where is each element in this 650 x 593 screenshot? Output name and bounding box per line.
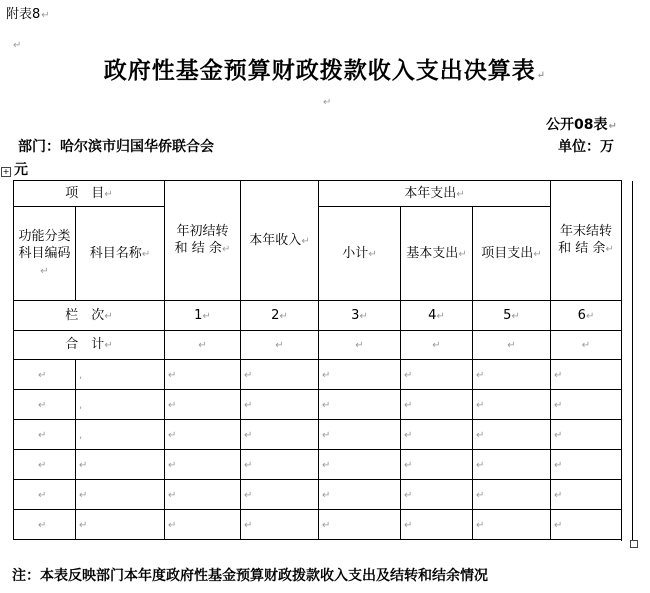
- cell-mark: ↵: [168, 489, 177, 501]
- header-subject-name: 科目名称↵: [76, 207, 165, 301]
- table-row: [14, 480, 622, 510]
- cell-mark: ↵: [476, 519, 485, 531]
- cell-mark: ↵: [554, 459, 563, 471]
- cell-mark: ↵: [221, 244, 231, 255]
- table-cell[interactable]: [241, 390, 319, 420]
- cell-mark: ↵: [202, 310, 211, 322]
- table-cell[interactable]: [551, 360, 622, 390]
- table-cell[interactable]: [76, 420, 165, 450]
- table-cell[interactable]: [165, 480, 241, 510]
- document-title: 政府性基金预算财政拨款收入支出决算表↵: [103, 57, 547, 84]
- appendix-label: 附表8↵: [6, 7, 50, 22]
- cell-mark: ↵: [168, 399, 177, 411]
- header-ending-balance: 年末结转和 结 余↵: [551, 181, 622, 301]
- table-cell[interactable]: [319, 420, 401, 450]
- cell-mark: ↵: [40, 265, 49, 277]
- cell-mark: ↵: [476, 489, 485, 501]
- cell-mark: ↵: [168, 369, 177, 381]
- cell-mark: ↵: [554, 489, 563, 501]
- cell-mark: ↵: [322, 489, 331, 501]
- cell-mark: ↵: [244, 399, 253, 411]
- cell-mark: ↵: [141, 248, 151, 260]
- total-label: 合 计↵: [14, 331, 165, 360]
- cell-mark: ↵: [554, 519, 563, 531]
- table-cell[interactable]: [319, 510, 401, 540]
- paragraph-mark: ↵: [536, 70, 547, 81]
- cell-mark: ↵: [104, 310, 113, 322]
- table-cell[interactable]: [401, 420, 473, 450]
- table-cell[interactable]: [473, 480, 551, 510]
- cell-mark: ↵: [322, 369, 331, 381]
- table-cell[interactable]: [165, 450, 241, 480]
- data-rows: [14, 360, 622, 540]
- column-number: 3↵: [319, 301, 401, 331]
- cell-mark: ↵: [104, 340, 113, 351]
- cell-mark: ↵: [38, 399, 47, 411]
- paragraph-mark: ↵: [608, 121, 617, 132]
- cell-mark: ↵: [404, 429, 413, 441]
- cell-mark: ↵: [554, 399, 563, 411]
- table-cell[interactable]: [241, 360, 319, 390]
- cell-mark: ↵: [79, 459, 88, 471]
- header-subtotal: 小计↵: [319, 207, 401, 301]
- table-cell[interactable]: [241, 510, 319, 540]
- table-cell[interactable]: [473, 390, 551, 420]
- paragraph-mark: ↵: [323, 97, 332, 108]
- table-cell[interactable]: [14, 450, 76, 480]
- column-number: 6↵: [551, 301, 622, 331]
- cell-mark: ↵: [244, 429, 253, 441]
- cell-mark: ↵: [404, 489, 413, 501]
- table-cell[interactable]: [241, 480, 319, 510]
- cell-mark: ↵: [168, 519, 177, 531]
- cell-mark: ,: [79, 429, 83, 441]
- table-cell[interactable]: [401, 450, 473, 480]
- cell-mark: ↵: [79, 519, 88, 531]
- cell-mark: ↵: [432, 340, 441, 351]
- table-cell[interactable]: [165, 510, 241, 540]
- cell-mark: ↵: [322, 429, 331, 441]
- column-number: 4↵: [401, 301, 473, 331]
- column-number-label: 栏 次↵: [14, 301, 165, 331]
- column-number: 2↵: [241, 301, 319, 331]
- cell-mark: ↵: [244, 519, 253, 531]
- total-cell[interactable]: [401, 331, 473, 360]
- cell-mark: ↵: [581, 340, 591, 351]
- table-cell[interactable]: [401, 390, 473, 420]
- cell-mark: ↵: [359, 310, 368, 322]
- cell-mark: ↵: [404, 369, 413, 381]
- paragraph-mark: ↵: [41, 10, 50, 21]
- table-cell[interactable]: [14, 510, 76, 540]
- cell-mark: ↵: [38, 369, 47, 381]
- table-cell[interactable]: [319, 390, 401, 420]
- cell-mark: ↵: [244, 459, 253, 471]
- table-cell[interactable]: [319, 450, 401, 480]
- cell-mark: ↵: [533, 248, 542, 260]
- paragraph-mark: ↵: [13, 40, 22, 51]
- unit-label-wrap: 元: [14, 162, 28, 178]
- cell-mark: ↵: [456, 188, 465, 200]
- column-number: 5↵: [473, 301, 551, 331]
- cell-mark: ↵: [404, 459, 413, 471]
- table-cell[interactable]: [165, 360, 241, 390]
- table-cell[interactable]: [551, 480, 622, 510]
- table-cell[interactable]: [241, 450, 319, 480]
- cell-mark: ↵: [476, 369, 485, 381]
- table-cell[interactable]: [14, 420, 76, 450]
- table-cell[interactable]: [14, 480, 76, 510]
- cell-mark: ↵: [554, 369, 563, 381]
- table-cell[interactable]: [551, 390, 622, 420]
- table-row: [14, 510, 622, 540]
- budget-table: [13, 180, 622, 540]
- table-cell[interactable]: [473, 360, 551, 390]
- table-cell[interactable]: [473, 450, 551, 480]
- cell-mark: ↵: [38, 489, 47, 501]
- header-project-expenditure: 项目支出↵: [473, 207, 551, 301]
- table-cell[interactable]: [401, 480, 473, 510]
- cell-mark: ↵: [476, 429, 485, 441]
- unit-label: 单位：万: [558, 139, 614, 155]
- table-row: [14, 450, 622, 480]
- header-item: 项 目↵: [14, 181, 165, 207]
- cell-mark: ↵: [38, 459, 47, 471]
- table-cell[interactable]: [551, 450, 622, 480]
- cell-mark: ↵: [404, 519, 413, 531]
- cell-mark: ↵: [301, 235, 310, 247]
- cell-mark: ↵: [322, 459, 331, 471]
- cell-mark: ↵: [605, 244, 614, 255]
- cell-mark: ,: [79, 369, 83, 381]
- total-cell[interactable]: [551, 331, 622, 360]
- table-cell[interactable]: [401, 360, 473, 390]
- table-cell[interactable]: [76, 480, 165, 510]
- table-cell[interactable]: [551, 420, 622, 450]
- cell-mark: ↵: [279, 310, 288, 322]
- cell-mark: ,: [79, 399, 83, 411]
- cell-mark: ↵: [585, 310, 595, 322]
- total-cell[interactable]: [241, 331, 319, 360]
- cell-mark: ↵: [104, 188, 113, 200]
- column-number: 1↵: [165, 301, 241, 331]
- cell-mark: ↵: [476, 399, 485, 411]
- cell-mark: ↵: [355, 340, 364, 351]
- table-row: [14, 420, 622, 450]
- header-func-code: 功能分类科目编码↵: [14, 207, 76, 301]
- table-cell[interactable]: [76, 510, 165, 540]
- table-row: [14, 360, 622, 390]
- table-cell[interactable]: [76, 360, 165, 390]
- table-cell[interactable]: [76, 450, 165, 480]
- cell-mark: ↵: [507, 340, 516, 351]
- cell-mark: ↵: [476, 459, 485, 471]
- cell-mark: ↵: [404, 399, 413, 411]
- cell-mark: ↵: [458, 248, 467, 260]
- table-cell[interactable]: [473, 420, 551, 450]
- footnote: 注：本表反映部门本年度政府性基金预算财政拨款收入支出及结转和结余情况: [12, 568, 488, 584]
- table-cell[interactable]: [319, 360, 401, 390]
- total-cell[interactable]: [165, 331, 241, 360]
- cell-mark: ↵: [198, 340, 207, 351]
- table-cell[interactable]: [319, 480, 401, 510]
- table-cell[interactable]: [551, 510, 622, 540]
- cell-mark: ↵: [244, 369, 253, 381]
- table-cell[interactable]: [165, 390, 241, 420]
- table-cell[interactable]: [165, 420, 241, 450]
- header-income: 本年收入↵: [241, 181, 319, 301]
- table-cell[interactable]: [401, 510, 473, 540]
- department-label: 部门：哈尔滨市归国华侨联合会: [18, 139, 214, 155]
- cell-mark: ↵: [79, 489, 88, 501]
- cell-mark: ↵: [511, 310, 520, 322]
- table-row: [14, 390, 622, 420]
- cell-mark: ↵: [38, 519, 47, 531]
- header-basic-expenditure: 基本支出↵: [401, 207, 473, 301]
- header-expenditure: 本年支出↵: [319, 181, 551, 207]
- cell-mark: ↵: [168, 429, 177, 441]
- table-cell[interactable]: [14, 390, 76, 420]
- total-cell[interactable]: [319, 331, 401, 360]
- table-cell[interactable]: [241, 420, 319, 450]
- header-beginning-balance: 年初结转和 结 余↵: [165, 181, 241, 301]
- cell-mark: ↵: [554, 429, 563, 441]
- total-cell[interactable]: [473, 331, 551, 360]
- table-cell[interactable]: [473, 510, 551, 540]
- cell-mark: ↵: [38, 429, 47, 441]
- cell-mark: ↵: [436, 310, 445, 322]
- table-cell[interactable]: [14, 360, 76, 390]
- cell-mark: ↵: [322, 399, 331, 411]
- open-table-code: 公开08表↵: [546, 117, 617, 133]
- table-resize-handle-icon[interactable]: [630, 540, 638, 548]
- cell-mark: ↵: [244, 489, 253, 501]
- table-cell[interactable]: [76, 390, 165, 420]
- cell-mark: ↵: [368, 248, 377, 260]
- cell-mark: ↵: [168, 459, 177, 471]
- cell-mark: ↵: [275, 340, 284, 351]
- table-move-handle-icon[interactable]: +: [2, 167, 10, 176]
- table-stub-column: [621, 181, 633, 541]
- cell-mark: ↵: [322, 519, 331, 531]
